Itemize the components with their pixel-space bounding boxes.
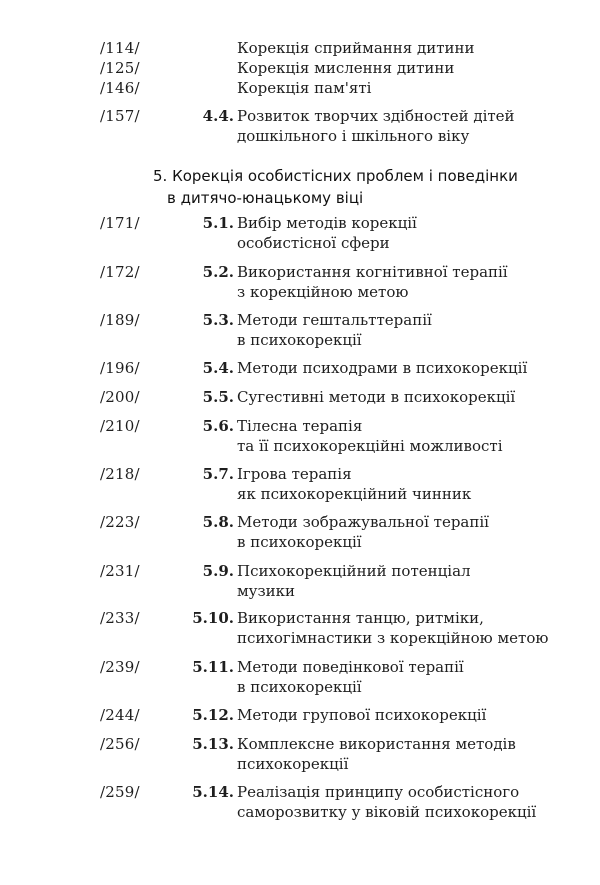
title-line: психокорекції (237, 755, 349, 773)
section-number: 5.2. (202, 263, 234, 281)
entry-title (237, 106, 567, 146)
title-line: особистісної сфери (237, 234, 390, 252)
page-number: /146/ (100, 79, 140, 97)
page-number: /223/ (100, 513, 140, 531)
entry-title (237, 416, 567, 456)
entry-title (237, 608, 567, 648)
section-number: 5.6. (202, 417, 234, 435)
title-line: саморозвитку у віковій психокорекції (237, 803, 537, 821)
page-number: /244/ (100, 706, 140, 724)
title-line: Методи психодрами в психокорекції (237, 359, 528, 377)
section-number: 5.11. (192, 658, 234, 676)
title-line: в психокорекції (237, 533, 362, 551)
section-number: 5.14. (192, 783, 234, 801)
entry-title (237, 58, 567, 78)
section-number: 5.3. (202, 311, 234, 329)
entry-title (237, 213, 567, 253)
title-line: Вибір методів корекції (237, 214, 417, 232)
title-line: Використання танцю, ритміки, (237, 609, 484, 627)
title-line: та її психокорекційні можливості (237, 437, 503, 455)
title-line: психогімнастики з корекційною метою (237, 629, 549, 647)
title-line: Ігрова терапія (237, 465, 352, 483)
section-number: 5.8. (202, 513, 234, 531)
section-heading (153, 165, 533, 209)
title-line: Використання когнітивної терапії (237, 263, 508, 281)
section-number: 5.12. (192, 706, 234, 724)
entry-title (237, 387, 567, 407)
page-number: /210/ (100, 417, 140, 435)
section-number: 5.9. (202, 562, 234, 580)
page-number: /256/ (100, 735, 140, 753)
page-number: /196/ (100, 359, 140, 377)
entry-title (237, 782, 567, 822)
entry-title (237, 262, 567, 302)
title-line: Методи гештальттерапії (237, 311, 432, 329)
title-line: музики (237, 582, 296, 600)
section-number: 5.10. (192, 609, 234, 627)
page-number: /239/ (100, 658, 140, 676)
entry-title (237, 657, 567, 697)
section-number: 5.4. (202, 359, 234, 377)
title-line: з корекційною метою (237, 283, 409, 301)
page-number: /200/ (100, 388, 140, 406)
entry-title (237, 358, 567, 378)
page-number: /233/ (100, 609, 140, 627)
section-number: 5.7. (202, 465, 234, 483)
title-line: Реалізація принципу особистісного (237, 783, 520, 801)
entry-title (237, 705, 567, 725)
page-number: /157/ (100, 107, 140, 125)
page-number: /114/ (100, 39, 140, 57)
entry-title (237, 464, 567, 504)
title-line: Методи поведінкової терапії (237, 658, 464, 676)
page-number: /231/ (100, 562, 140, 580)
entry-title (237, 310, 567, 350)
title-line: як психокорекційний чинник (237, 485, 472, 503)
title-line: Сугестивні методи в психокорекції (237, 388, 516, 406)
page-number: /172/ (100, 263, 140, 281)
entry-title (237, 561, 567, 601)
title-line: Корекція пам'яті (237, 79, 372, 97)
title-line: Корекція мислення дитини (237, 59, 455, 77)
page-number: /125/ (100, 59, 140, 77)
section-number: 4.4. (202, 107, 234, 125)
section-number: 5.5. (202, 388, 234, 406)
title-line: дошкільного і шкільного віку (237, 127, 470, 145)
page-number: /218/ (100, 465, 140, 483)
entry-title (237, 78, 567, 98)
entry-title (237, 38, 567, 58)
title-line: в психокорекції (237, 678, 362, 696)
page-number: /259/ (100, 783, 140, 801)
title-line: Корекція сприймання дитини (237, 39, 475, 57)
entry-title (237, 512, 567, 552)
title-line: Розвиток творчих здібностей дітей (237, 107, 515, 125)
entry-title (237, 734, 567, 774)
title-line: Методи групової психокорекції (237, 706, 487, 724)
page-number: /189/ (100, 311, 140, 329)
section-heading-line: 5. Корекція особистісних проблем і поведінки (153, 167, 518, 185)
title-line: Психокорекційний потенціал (237, 562, 471, 580)
page-number: /171/ (100, 214, 140, 232)
title-line: Методи зображувальної терапії (237, 513, 489, 531)
section-number: 5.1. (202, 214, 234, 232)
title-line: Тілесна терапія (237, 417, 363, 435)
title-line: Комплексне використання методів (237, 735, 516, 753)
section-heading-line: в дитячо-юнацькому віці (167, 189, 364, 207)
section-number: 5.13. (192, 735, 234, 753)
title-line: в психокорекції (237, 331, 362, 349)
